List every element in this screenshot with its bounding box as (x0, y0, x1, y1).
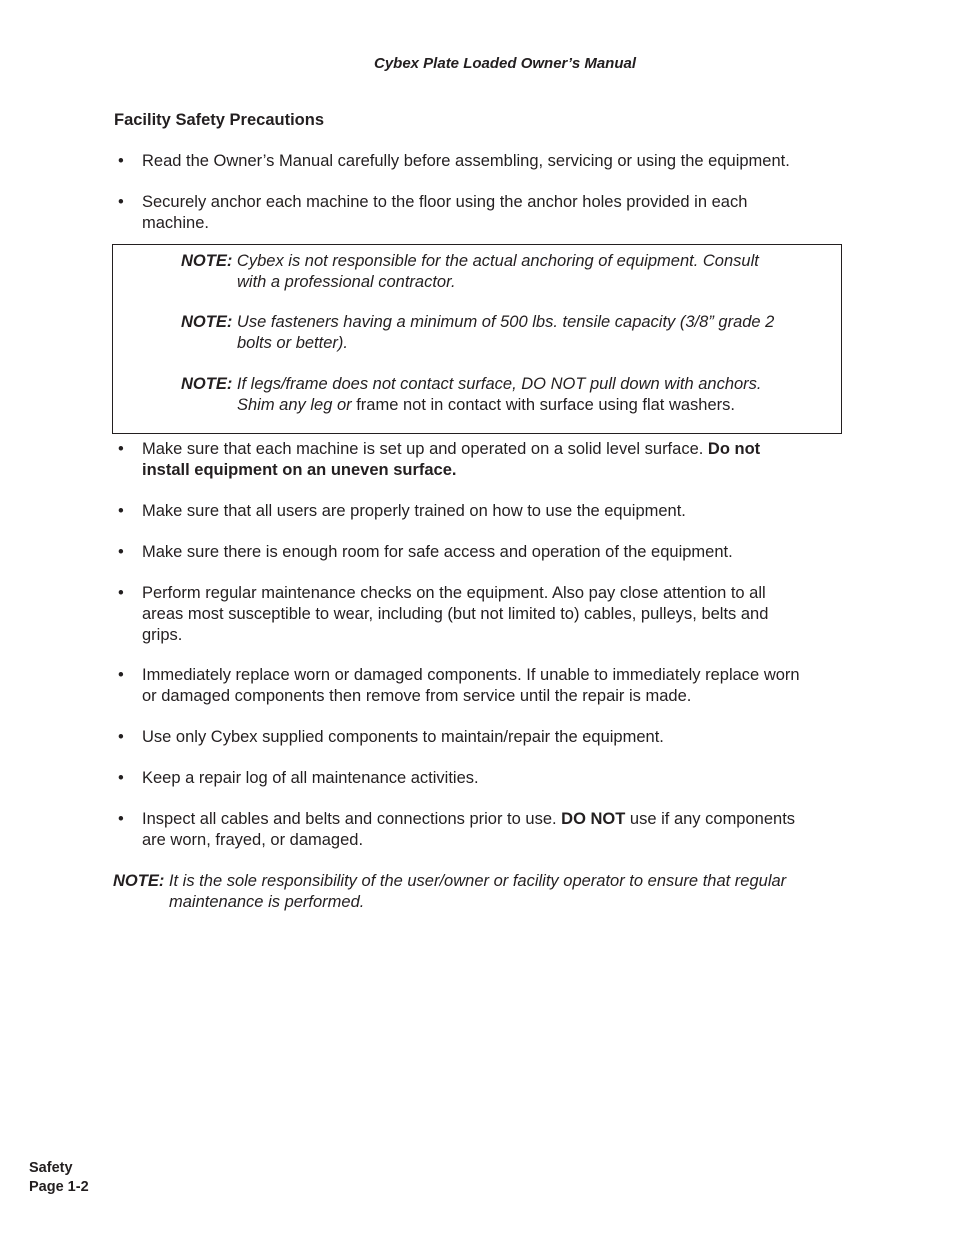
list-item (118, 151, 843, 172)
list-item-text: Read the Owner’s Manual carefully before assembling, servicing or using the equipment. (142, 152, 790, 170)
running-header: Cybex Plate Loaded Owner’s Manual (373, 55, 637, 72)
emphasis-text: Do not (707, 440, 761, 458)
note-text: maintenance is performed. (169, 893, 365, 911)
note-text: with a professional contractor. (237, 273, 456, 291)
bullet-marker: • (118, 666, 124, 684)
bullet-marker: • (118, 152, 124, 170)
list-item-text: Make sure that all users are properly trained on how to use the equipment. (142, 502, 686, 520)
page-footer (29, 1159, 89, 1197)
bullet-marker: • (118, 193, 124, 211)
list-item-text: Use only Cybex supplied components to maintain/repair the equipment. (142, 728, 664, 746)
note-text: If legs/frame does not contact surface, DO NOT pull down with anchors. (232, 375, 762, 393)
note-label: NOTE: (181, 252, 233, 270)
list-item-line: areas most susceptible to wear, including (but not limited to) cables, pulleys, belts and (142, 605, 769, 623)
list-item (118, 768, 843, 789)
bullet-marker: • (118, 584, 124, 602)
list-item (118, 583, 843, 646)
note-text: It is the sole responsibility of the user/owner or facility operator to ensure that regular (164, 872, 787, 890)
list-item-line: grips. (142, 626, 183, 644)
list-item (118, 542, 843, 563)
note-text: bolts or better). (237, 334, 348, 352)
bullet-marker: • (118, 728, 124, 746)
note (181, 312, 821, 354)
list-item (118, 192, 843, 234)
bullet-marker: • (118, 769, 124, 787)
section-title: Facility Safety Precautions (114, 111, 324, 129)
list-item (118, 439, 843, 481)
footer-page-number: Page 1-2 (29, 1179, 89, 1195)
list-item-text: Make sure that each machine is set up and operated on a solid level surface. (142, 440, 708, 458)
list-item (118, 665, 843, 707)
bullet-marker: • (118, 502, 124, 520)
emphasis-text: install equipment on an uneven surface. (142, 461, 457, 479)
list-item-line: are worn, frayed, or damaged. (142, 831, 364, 849)
emphasis-text: DO NOT (561, 810, 626, 828)
bullet-marker: • (118, 440, 124, 458)
list-item-line: Immediately replace worn or damaged components. If unable to immediately replace worn (142, 666, 800, 684)
note-text: Shim any leg or (237, 396, 352, 414)
list-item-line: Perform regular maintenance checks on the equipment. Also pay close attention to all (142, 584, 766, 602)
list-item-text: Make sure there is enough room for safe access and operation of the equipment. (142, 543, 733, 561)
list-item-line: machine. (142, 214, 209, 232)
note-label: NOTE: (181, 375, 233, 393)
note-text-plain: frame not in contact with surface using flat washers. (351, 396, 735, 414)
note (181, 251, 821, 293)
note (181, 374, 821, 416)
final-note (113, 871, 843, 913)
note-label: NOTE: (113, 872, 165, 890)
footer-section-label: Safety (29, 1160, 73, 1176)
list-item (118, 809, 843, 851)
note-text: Cybex is not responsible for the actual anchoring of equipment. Consult (232, 252, 759, 270)
list-item-line: or damaged components then remove from service until the repair is made. (142, 687, 692, 705)
bullet-marker: • (118, 543, 124, 561)
list-item-text: Keep a repair log of all maintenance activities. (142, 769, 479, 787)
list-item-line: Securely anchor each machine to the floor using the anchor holes provided in each (142, 193, 748, 211)
note-text: Use fasteners having a minimum of 500 lbs. tensile capacity (3/8” grade 2 (232, 313, 775, 331)
list-item (118, 501, 843, 522)
list-item-text: use if any components (625, 810, 796, 828)
note-label: NOTE: (181, 313, 233, 331)
list-item (118, 727, 843, 748)
bullet-marker: • (118, 810, 124, 828)
list-item-text: Inspect all cables and belts and connections prior to use. (142, 810, 562, 828)
